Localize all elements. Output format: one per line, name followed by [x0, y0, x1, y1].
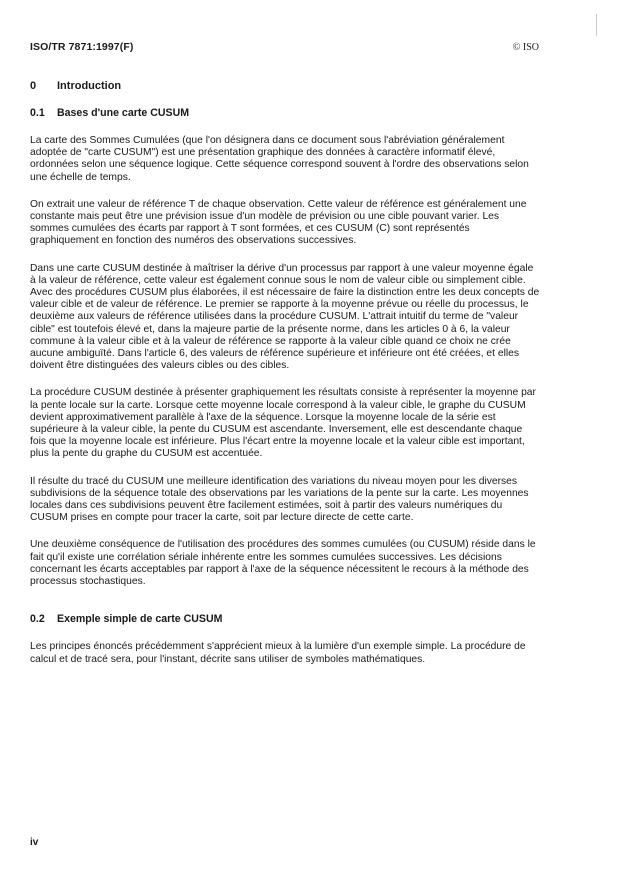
intro-number: 0 [30, 80, 37, 92]
document-reference: ISO/TR 7871:1997(F) [30, 41, 134, 53]
section-0-1-number: 0.1 [30, 107, 45, 119]
paragraph: La carte des Sommes Cumulées (que l'on désignera dans ce document sous l'abréviation généralement adoptée de "carte CUSUM") est une présentation graphique des données à caractère informatif élevé, ordonnées selon une séquence logique. Cette séquence correspond souvent à l'ordre des observations selon une échelle de temps. [30, 135, 529, 183]
page-number: iv [30, 837, 39, 848]
page-content [30, 78, 540, 666]
copyright-notice: © ISO [512, 42, 539, 53]
paragraph: Une deuxième conséquence de l'utilisation des procédures des sommes cumulées (ou CUSUM) réside dans le fait qu'il existe une corrélation sériale inhérente entre les sommes cumulées successives. Les décisions concernant les écarts acceptables par rapport à l'axe de la séquence nécessitent le recours à la méthode des processus stochastiques. [30, 539, 536, 588]
paragraph: Les principes énoncés précédemment s'apprécient mieux à la lumière d'un exemple simple. La procédure de calcul et de tracé sera, pour l'instant, décrite sans utiliser de symboles mathématiques. [30, 641, 526, 665]
section-0-1-title: Bases d'une carte CUSUM [57, 107, 190, 119]
intro-heading [30, 78, 540, 94]
paragraph: On extrait une valeur de référence T de chaque observation. Cette valeur de référence est généralement une constante mais peut être une prévision issue d'un modèle de prévision ou une cible pouvant varier. Les sommes cumulées des écarts par rapport à T sont formées, et ces CUSUM (C) sont représentés graphiquement en fonction des numéros des observations successives. [30, 198, 527, 247]
section-0-2-title: Exemple simple de carte CUSUM [57, 613, 223, 626]
paragraph: La procédure CUSUM destinée à présenter graphiquement les résultats consiste à représenter la moyenne par la pente locale sur la carte. Lorsque cette moyenne locale correspond à la valeur cible, le graphe du CUSUM devient approximativement parallèle à l'axe de la séquence. Lorsque la moyenne locale de la série est supérieure à la valeur cible, la pente du CUSUM est ascendante. Inversement, elle est descendante chaque fois que la moyenne locale est inférieure. Plus l'écart entre la moyenne locale et la valeur cible est important, plus la pente du graphe du CUSUM est accentuée. [30, 387, 536, 460]
paragraph: Il résulte du tracé du CUSUM une meilleure identification des variations du niveau moyen pour les diverses subdivisions de la séquence totale des observations par les variations de la pente sur la carte. Les moyennes locales dans ces subdivisions peuvent être facilement estimées, soit à partir des valeurs numériques du CUSUM prises en compte pour tracer la carte, soit par lecture directe de cette carte. [30, 475, 529, 524]
scan-edge-mark [596, 14, 597, 36]
section-0-2-heading [30, 612, 540, 626]
intro-title: Introduction [57, 80, 122, 92]
section-0-1-heading [30, 106, 540, 120]
paragraph: Dans une carte CUSUM destinée à maîtriser la dérive d'un processus par rapport à une valeur moyenne égale à la valeur de référence, cette valeur est également connue sous le nom de valeur cible ou simplement cible. Avec des procédures CUSUM plus élaborées, il est nécessaire de faire la distinction entre les deux concepts de valeur cible et de valeur de référence. Le premier se rapporte à la moyenne prévue ou réelle du processus, le deuxième aux valeurs de référence utilisées dans la procédure CUSUM. L'attrait intuitif du terme de "valeur cible" est toutefois élevé et, dans la majeure partie de la présente norme, dans les articles 0 à 6, la valeur commune à la valeur cible et à la valeur de référence se rapporte à la valeur cible quand ce choix ne crée aucune ambiguïté. Dans l'article 6, des valeurs de référence supérieure et inférieure ont été créées, et elles doivent être distinguées des valeurs cibles ou des cibles. [30, 262, 540, 372]
section-0-2-number: 0.2 [30, 613, 45, 626]
section-0-2 [30, 612, 540, 665]
section-0-1 [30, 106, 540, 588]
